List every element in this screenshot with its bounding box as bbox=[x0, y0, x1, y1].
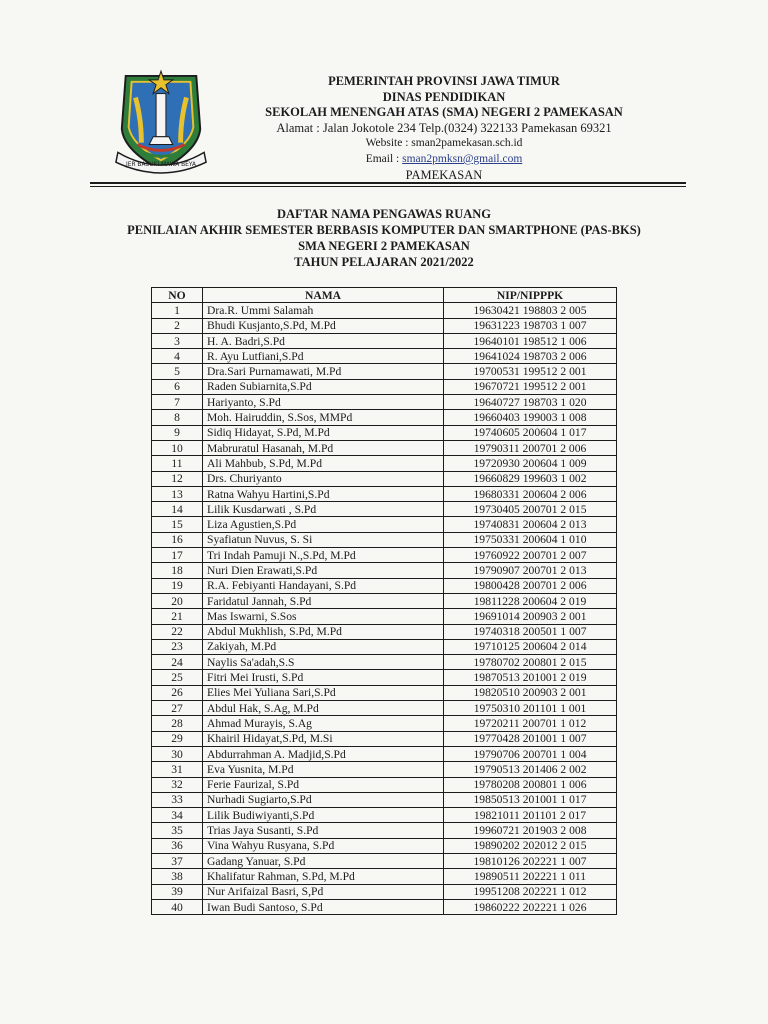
table-row bbox=[152, 395, 617, 410]
cell-nama: Faridatul Jannah, S.Pd bbox=[203, 593, 444, 608]
cell-nip: 19960721 201903 2 008 bbox=[444, 823, 617, 838]
cell-nip: 19660403 199003 1 008 bbox=[444, 410, 617, 425]
cell-nama: Ratna Wahyu Hartini,S.Pd bbox=[203, 486, 444, 501]
cell-no: 25 bbox=[152, 670, 203, 685]
phone-label: Telp. bbox=[418, 120, 444, 135]
document-title bbox=[80, 206, 688, 270]
phone-value: (0324) 322133 bbox=[443, 120, 518, 135]
cell-no: 29 bbox=[152, 731, 203, 746]
table-row bbox=[152, 471, 617, 486]
government-name: PEMERINTAH PROVINSI JAWA TIMUR bbox=[328, 74, 560, 88]
cell-no: 9 bbox=[152, 425, 203, 440]
cell-no: 19 bbox=[152, 578, 203, 593]
table-row bbox=[152, 808, 617, 823]
cell-nip: 19680331 200604 2 006 bbox=[444, 486, 617, 501]
cell-no: 2 bbox=[152, 318, 203, 333]
cell-no: 11 bbox=[152, 456, 203, 471]
city-postcode: Pamekasan 69321 bbox=[521, 120, 612, 135]
email-label: Email bbox=[365, 152, 394, 165]
cell-nip: 19740831 200604 2 013 bbox=[444, 517, 617, 532]
header-nama: NAMA bbox=[203, 288, 444, 303]
cell-no: 28 bbox=[152, 716, 203, 731]
table-row bbox=[152, 716, 617, 731]
cell-nama: Syafiatun Nuvus, S. Si bbox=[203, 532, 444, 547]
cell-nama: Ferie Faurizal, S.Pd bbox=[203, 777, 444, 792]
cell-nama: Elies Mei Yuliana Sari,S.Pd bbox=[203, 685, 444, 700]
city-name: PAMEKASAN bbox=[405, 167, 483, 182]
table-row bbox=[152, 777, 617, 792]
cell-no: 27 bbox=[152, 701, 203, 716]
cell-nama: Dra.Sari Purnamawati, M.Pd bbox=[203, 364, 444, 379]
cell-no: 17 bbox=[152, 548, 203, 563]
table-row bbox=[152, 379, 617, 394]
cell-nip: 19890511 202221 1 011 bbox=[444, 869, 617, 884]
table-row bbox=[152, 731, 617, 746]
supervisor-roster-table bbox=[151, 287, 617, 915]
table-row bbox=[152, 609, 617, 624]
title-line-3: SMA NEGERI 2 PAMEKASAN bbox=[298, 239, 470, 253]
table-row bbox=[152, 624, 617, 639]
letterhead bbox=[238, 74, 650, 183]
cell-nama: Abdurrahman A. Madjid,S.Pd bbox=[203, 746, 444, 761]
cell-nip: 19720211 200701 1 012 bbox=[444, 716, 617, 731]
email-link[interactable]: sman2pmksn@gmail.com bbox=[402, 152, 523, 165]
table-row bbox=[152, 502, 617, 517]
cell-nip: 19740318 200501 1 007 bbox=[444, 624, 617, 639]
cell-no: 15 bbox=[152, 517, 203, 532]
table-row bbox=[152, 349, 617, 364]
cell-no: 36 bbox=[152, 838, 203, 853]
cell-nip: 19821011 201101 2 017 bbox=[444, 808, 617, 823]
table-row bbox=[152, 655, 617, 670]
cell-nama: Lilik Budiwiyanti,S.Pd bbox=[203, 808, 444, 823]
cell-no: 30 bbox=[152, 746, 203, 761]
table-row bbox=[152, 333, 617, 348]
table-row bbox=[152, 762, 617, 777]
cell-nama: Abdul Hak, S.Ag, M.Pd bbox=[203, 701, 444, 716]
cell-no: 22 bbox=[152, 624, 203, 639]
cell-nama: Naylis Sa'adah,S.S bbox=[203, 655, 444, 670]
cell-nip: 19730405 200701 2 015 bbox=[444, 502, 617, 517]
cell-nip: 19750331 200604 1 010 bbox=[444, 532, 617, 547]
table-row bbox=[152, 440, 617, 455]
cell-no: 40 bbox=[152, 899, 203, 914]
cell-nama: Moh. Hairuddin, S.Sos, MMPd bbox=[203, 410, 444, 425]
table-row bbox=[152, 364, 617, 379]
cell-no: 38 bbox=[152, 869, 203, 884]
cell-nip: 19640101 198512 1 006 bbox=[444, 333, 617, 348]
cell-nama: Dra.R. Ummi Salamah bbox=[203, 303, 444, 318]
cell-nip: 19710125 200604 2 014 bbox=[444, 639, 617, 654]
table-row bbox=[152, 563, 617, 578]
cell-nama: Tri Indah Pamuji N.,S.Pd, M.Pd bbox=[203, 548, 444, 563]
cell-no: 10 bbox=[152, 440, 203, 455]
title-line-1: DAFTAR NAMA PENGAWAS RUANG bbox=[276, 207, 491, 221]
cell-nama: Vina Wahyu Rusyana, S.Pd bbox=[203, 838, 444, 853]
header-no: NO bbox=[152, 288, 203, 303]
cell-no: 39 bbox=[152, 884, 203, 899]
table-row bbox=[152, 593, 617, 608]
letterhead-divider-thick bbox=[90, 182, 686, 184]
table-body bbox=[152, 303, 617, 915]
cell-nama: Zakiyah, M.Pd bbox=[203, 639, 444, 654]
table-row bbox=[152, 456, 617, 471]
table-row bbox=[152, 410, 617, 425]
cell-nama: R.A. Febiyanti Handayani, S.Pd bbox=[203, 578, 444, 593]
table-row bbox=[152, 532, 617, 547]
cell-no: 14 bbox=[152, 502, 203, 517]
cell-nip: 19691014 200903 2 001 bbox=[444, 609, 617, 624]
table-row bbox=[152, 318, 617, 333]
header-nip: NIP/NIPPPK bbox=[444, 288, 617, 303]
cell-no: 23 bbox=[152, 639, 203, 654]
cell-nama: Nur Arifaizal Basri, S,Pd bbox=[203, 884, 444, 899]
table-row bbox=[152, 670, 617, 685]
website-label: Website bbox=[365, 137, 403, 150]
cell-nip: 19811228 200604 2 019 bbox=[444, 593, 617, 608]
cell-nama: Mabruratul Hasanah, M.Pd bbox=[203, 440, 444, 455]
cell-nip: 19951208 202221 1 012 bbox=[444, 884, 617, 899]
cell-no: 35 bbox=[152, 823, 203, 838]
cell-nip: 19631223 198703 1 007 bbox=[444, 318, 617, 333]
table-header-row bbox=[152, 288, 617, 303]
cell-nip: 19660829 199603 1 002 bbox=[444, 471, 617, 486]
cell-nip: 19750310 201101 1 001 bbox=[444, 701, 617, 716]
cell-no: 8 bbox=[152, 410, 203, 425]
title-line-4: TAHUN PELAJARAN 2021/2022 bbox=[294, 255, 474, 269]
website-line: Website : sman2pamekasan.sch.id bbox=[365, 137, 523, 150]
cell-no: 21 bbox=[152, 609, 203, 624]
table-row bbox=[152, 746, 617, 761]
cell-no: 6 bbox=[152, 379, 203, 394]
cell-nip: 19641024 198703 2 006 bbox=[444, 349, 617, 364]
cell-nip: 19800428 200701 2 006 bbox=[444, 578, 617, 593]
cell-nama: H. A. Badri,S.Pd bbox=[203, 333, 444, 348]
cell-nip: 19850513 201001 1 017 bbox=[444, 792, 617, 807]
cell-nama: Mas Iswarni, S.Sos bbox=[203, 609, 444, 624]
cell-no: 37 bbox=[152, 853, 203, 868]
table-row bbox=[152, 486, 617, 501]
address-label: Alamat bbox=[276, 120, 314, 135]
address-line: Alamat : Jalan Jokotole 234 Telp.(0324) 322133 Pamekasan 69321 bbox=[276, 120, 612, 135]
table-row bbox=[152, 639, 617, 654]
table-row bbox=[152, 425, 617, 440]
cell-nama: Sidiq Hidayat, S.Pd, M.Pd bbox=[203, 425, 444, 440]
cell-nama: R. Ayu Lutfiani,S.Pd bbox=[203, 349, 444, 364]
cell-nip: 19630421 198803 2 005 bbox=[444, 303, 617, 318]
cell-nip: 19720930 200604 1 009 bbox=[444, 456, 617, 471]
cell-no: 18 bbox=[152, 563, 203, 578]
cell-nama: Nuri Dien Erawati,S.Pd bbox=[203, 563, 444, 578]
cell-nip: 19890202 202012 2 015 bbox=[444, 838, 617, 853]
cell-nip: 19860222 202221 1 026 bbox=[444, 899, 617, 914]
cell-nama: Gadang Yanuar, S.Pd bbox=[203, 853, 444, 868]
cell-nama: Bhudi Kusjanto,S.Pd, M.Pd bbox=[203, 318, 444, 333]
department-name: DINAS PENDIDIKAN bbox=[382, 89, 506, 104]
cell-nip: 19780208 200801 1 006 bbox=[444, 777, 617, 792]
table-row bbox=[152, 548, 617, 563]
cell-no: 34 bbox=[152, 808, 203, 823]
cell-nip: 19810126 202221 1 007 bbox=[444, 853, 617, 868]
website-value: sman2pamekasan.sch.id bbox=[411, 137, 523, 150]
cell-nama: Fitri Mei Irusti, S.Pd bbox=[203, 670, 444, 685]
cell-nip: 19670721 199512 2 001 bbox=[444, 379, 617, 394]
table-row bbox=[152, 685, 617, 700]
cell-no: 26 bbox=[152, 685, 203, 700]
cell-no: 24 bbox=[152, 655, 203, 670]
cell-nama: Abdul Mukhlish, S.Pd, M.Pd bbox=[203, 624, 444, 639]
cell-nama: Khairil Hidayat,S.Pd, M.Si bbox=[203, 731, 444, 746]
cell-nip: 19790706 200701 1 004 bbox=[444, 746, 617, 761]
letterhead-divider-thin bbox=[90, 186, 686, 187]
cell-no: 3 bbox=[152, 333, 203, 348]
east-java-coat-of-arms-logo bbox=[112, 68, 210, 176]
cell-no: 20 bbox=[152, 593, 203, 608]
cell-nip: 19870513 201001 2 019 bbox=[444, 670, 617, 685]
cell-nama: Nurhadi Sugiarto,S.Pd bbox=[203, 792, 444, 807]
cell-no: 12 bbox=[152, 471, 203, 486]
school-name: SEKOLAH MENENGAH ATAS (SMA) NEGERI 2 PAMEKASAN bbox=[265, 105, 623, 120]
cell-no: 4 bbox=[152, 349, 203, 364]
table-row bbox=[152, 701, 617, 716]
table-row bbox=[152, 578, 617, 593]
table-row bbox=[152, 884, 617, 899]
cell-nip: 19770428 201001 1 007 bbox=[444, 731, 617, 746]
cell-nama: Iwan Budi Santoso, S.Pd bbox=[203, 899, 444, 914]
cell-nama: Drs. Churiyanto bbox=[203, 471, 444, 486]
cell-nip: 19820510 200903 2 001 bbox=[444, 685, 617, 700]
cell-no: 33 bbox=[152, 792, 203, 807]
cell-nama: Khalifatur Rahman, S.Pd, M.Pd bbox=[203, 869, 444, 884]
cell-nip: 19740605 200604 1 017 bbox=[444, 425, 617, 440]
table-row bbox=[152, 303, 617, 318]
cell-nip: 19640727 198703 1 020 bbox=[444, 395, 617, 410]
cell-nama: Liza Agustien,S.Pd bbox=[203, 517, 444, 532]
table-row bbox=[152, 853, 617, 868]
cell-nip: 19760922 200701 2 007 bbox=[444, 548, 617, 563]
cell-nip: 19790907 200701 2 013 bbox=[444, 563, 617, 578]
title-line-2: PENILAIAN AKHIR SEMESTER BERBASIS KOMPUTER DAN SMARTPHONE (PAS-BKS) bbox=[127, 223, 641, 237]
cell-no: 16 bbox=[152, 532, 203, 547]
cell-no: 32 bbox=[152, 777, 203, 792]
cell-nip: 19700531 199512 2 001 bbox=[444, 364, 617, 379]
address-value: Jalan Jokotole 234 bbox=[322, 120, 416, 135]
cell-nip: 19780702 200801 2 015 bbox=[444, 655, 617, 670]
cell-nama: Lilik Kusdarwati , S.Pd bbox=[203, 502, 444, 517]
table-row bbox=[152, 899, 617, 914]
cell-no: 13 bbox=[152, 486, 203, 501]
cell-nip: 19790513 201406 2 002 bbox=[444, 762, 617, 777]
cell-nama: Ali Mahbub, S.Pd, M.Pd bbox=[203, 456, 444, 471]
cell-no: 7 bbox=[152, 395, 203, 410]
cell-nama: Raden Subiarnita,S.Pd bbox=[203, 379, 444, 394]
cell-no: 5 bbox=[152, 364, 203, 379]
email-line: Email : sman2pmksn@gmail.com bbox=[365, 152, 523, 165]
logo-motto: JER BASUKI MAWA BEYA bbox=[126, 162, 196, 169]
table-row bbox=[152, 838, 617, 853]
cell-nama: Eva Yusnita, M.Pd bbox=[203, 762, 444, 777]
table-row bbox=[152, 869, 617, 884]
table-row bbox=[152, 823, 617, 838]
table-row bbox=[152, 517, 617, 532]
cell-no: 1 bbox=[152, 303, 203, 318]
table-row bbox=[152, 792, 617, 807]
cell-nip: 19790311 200701 2 006 bbox=[444, 440, 617, 455]
cell-nama: Trias Jaya Susanti, S.Pd bbox=[203, 823, 444, 838]
cell-nama: Hariyanto, S.Pd bbox=[203, 395, 444, 410]
cell-no: 31 bbox=[152, 762, 203, 777]
cell-nama: Ahmad Murayis, S.Ag bbox=[203, 716, 444, 731]
